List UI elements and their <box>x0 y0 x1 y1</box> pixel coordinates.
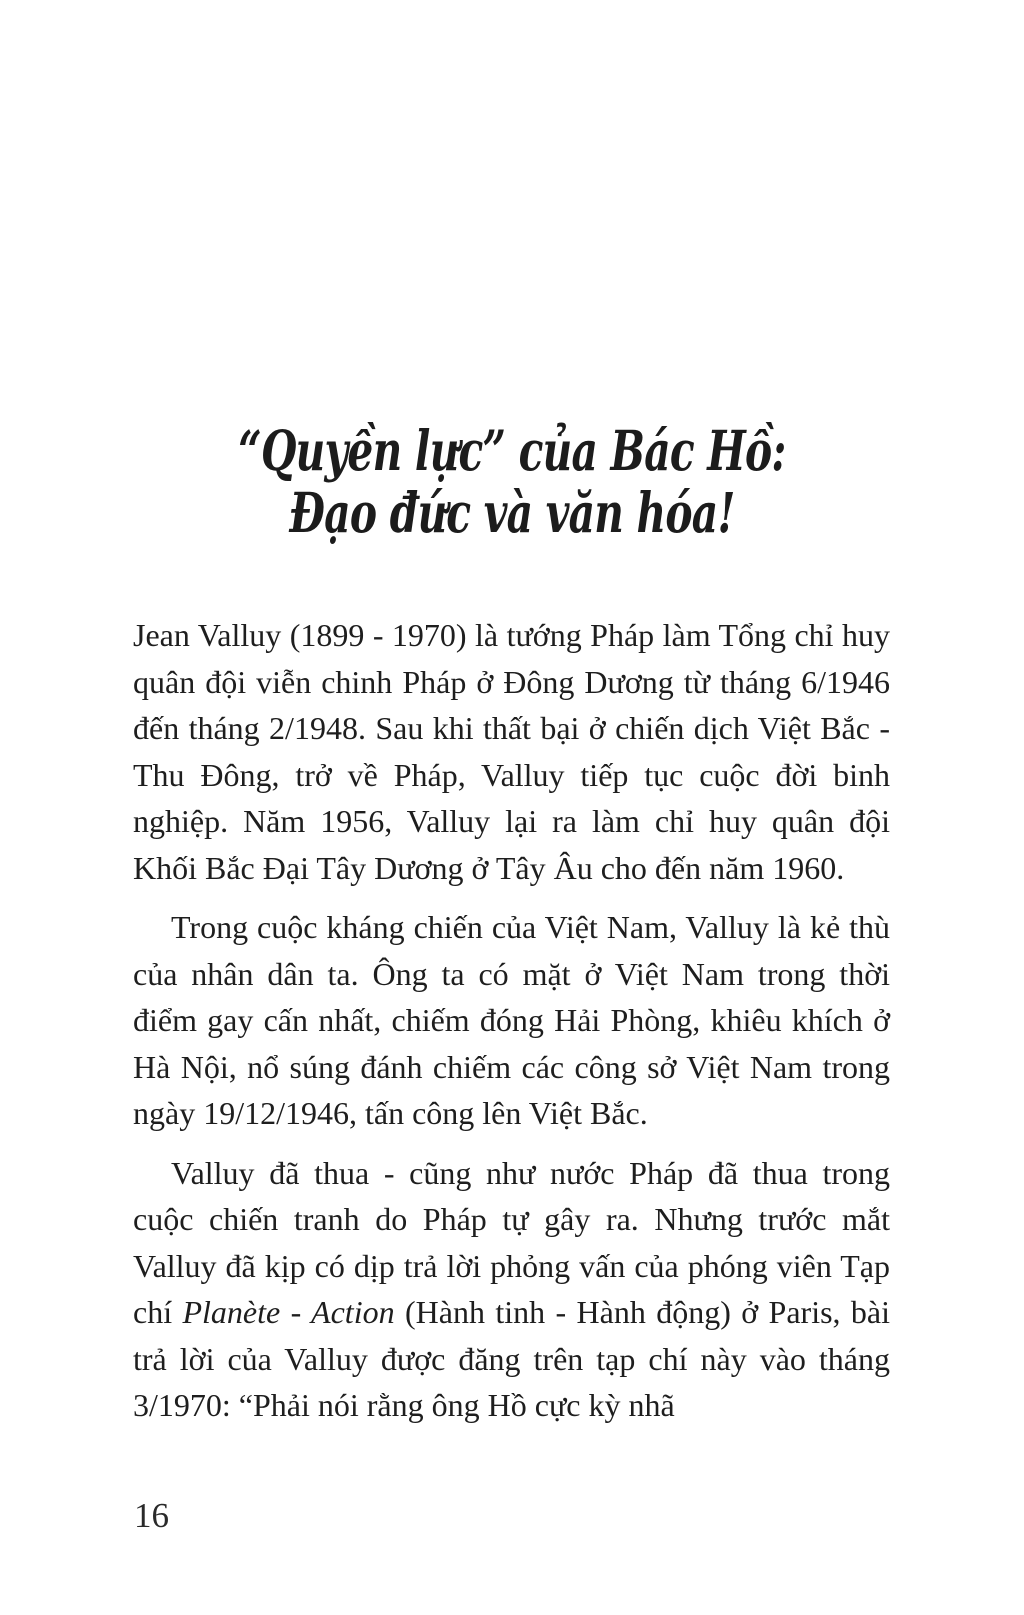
paragraph-3 <box>133 1150 890 1429</box>
paragraph-3-run-3: (Hành tinh - Hành động) ở Paris, bài trả lời của Valluy được đăng trên tạp chí này vào tháng 3/1970: “Phải nói rằng ông Hồ cực kỳ nhã <box>133 1294 891 1423</box>
paragraph-3-run-1: Valluy đã thua - cũng như nước Pháp đã thua trong cuộc chiến tranh do Pháp tự gây ra. Nhưng trước mắt Valluy đã kịp có dịp trả lời phỏng vấn của phóng viên Tạp chí <box>133 1154 890 1330</box>
chapter-title <box>0 417 1024 545</box>
page-number: 16 <box>134 1496 169 1535</box>
body-text-block <box>133 612 890 1442</box>
paragraph-3-magazine-name: Planète - Action <box>182 1294 395 1330</box>
paragraph-2: Trong cuộc kháng chiến của Việt Nam, Valluy là kẻ thù của nhân dân ta. Ông ta có mặt ở Việt Nam trong thời điểm gay cấn nhất, chiếm đóng Hải Phòng, khiêu khích ở Hà Nội, nổ súng đánh chiếm các công sở Việt Nam trong ngày 19/12/1946, tấn công lên Việt Bắc. <box>133 909 890 1131</box>
chapter-title-line-1: “Quyền lực” của Bác Hồ: <box>238 417 786 483</box>
chapter-title-line-2: Đạo đức và văn hóa! <box>289 479 735 545</box>
paragraph-1: Jean Valluy (1899 - 1970) là tướng Pháp làm Tổng chỉ huy quân đội viễn chinh Pháp ở Đông Dương từ tháng 6/1946 đến tháng 2/1948. Sau khi thất bại ở chiến dịch Việt Bắc - Thu Đông, trở về Pháp, Valluy tiếp tục cuộc đời binh nghiệp. Năm 1956, Valluy lại ra làm chỉ huy quân đội Khối Bắc Đại Tây Dương ở Tây Âu cho đến năm 1960. <box>133 617 890 886</box>
